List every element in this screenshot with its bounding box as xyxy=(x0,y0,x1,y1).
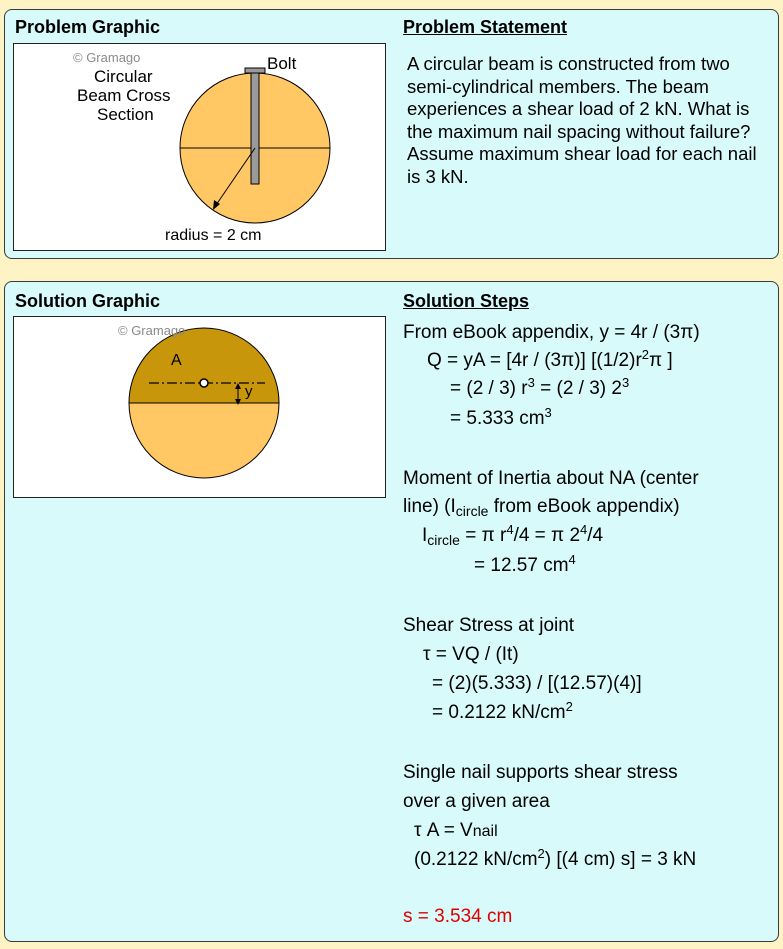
bolt-head xyxy=(245,68,265,73)
step1-line3: = (2 / 3) $r^3 = (2 / 3)$ $2^3$ xyxy=(450,375,630,399)
problem-statement-title: Problem Statement xyxy=(403,17,568,37)
radius-label: radius = 2 cm xyxy=(165,227,262,244)
solution-steps-title: Solution Steps xyxy=(403,291,529,311)
step4-line1: Single nail supports shear stress xyxy=(403,762,678,783)
problem-panel xyxy=(4,9,779,259)
step4-line3: τ A = Vnail xyxy=(414,820,498,841)
step3-line4: = 0.2122 $kN/cm^2$ xyxy=(432,699,573,723)
problem-graphic-title: Problem Graphic xyxy=(15,17,161,37)
bolt-label: Bolt xyxy=(267,54,297,73)
step2-line4: = 12.57 $cm^4$ xyxy=(474,552,576,576)
y-label: y xyxy=(245,383,253,400)
step3-line1: Shear Stress at joint xyxy=(403,615,575,636)
figure-label-line2: Beam Cross xyxy=(77,86,171,105)
solution-graphic-title: Solution Graphic xyxy=(15,291,161,311)
answer-text: s = 3.534 cm xyxy=(403,906,513,927)
upper-half-area xyxy=(129,328,279,403)
figure-label-line1: Circular xyxy=(94,67,153,86)
solution-panel xyxy=(4,281,779,942)
solution-figure xyxy=(14,317,386,498)
step2-line1: Moment of Inertia about NA (center xyxy=(403,468,699,489)
figure-label-line3: Section xyxy=(97,105,154,124)
bolt-shaft xyxy=(251,73,259,184)
step1-line2: Q = yA = [4r / (3π)] [$(1/2)r^2\pi$ ] xyxy=(427,347,673,371)
problem-copyright: © Gramago xyxy=(73,50,141,65)
beam-cross-section-figure xyxy=(14,44,386,251)
problem-statement-text: A circular beam is constructed from two semi-cylindrical members. The beam experiences a shear load of 2 kN. What is the maximum nail spacing without failure? Assume maximum shear load for each nail is 3 kN. xyxy=(407,53,757,187)
area-label: A xyxy=(171,352,182,369)
step3-line3: = (2)(5.333) / [(12.57)(4)] xyxy=(432,673,642,694)
solution-graphic xyxy=(13,316,386,498)
step1-line1: From eBook appendix, y = 4r / (3π) xyxy=(403,322,700,343)
solution-copyright: © Gramago xyxy=(118,323,186,338)
step3-line2: τ = VQ / (It) xyxy=(423,644,519,665)
centroid-marker xyxy=(200,379,208,387)
step2-line2: line) ($I_{circle}$ from eBook appendix) xyxy=(403,496,680,519)
step4-line4: (0.2122 $kN/cm^2$) [(4 cm) s] = 3 kN xyxy=(414,846,697,870)
lower-half-area xyxy=(129,403,279,478)
step1-line4: = 5.333 $cm^3$ xyxy=(450,405,552,429)
problem-graphic xyxy=(13,43,386,251)
step2-line3: $I_{circle} = \pi$ $r^4/4 = \pi$ $2^4/4$ xyxy=(422,522,604,548)
step4-line2: over a given area xyxy=(403,791,550,812)
